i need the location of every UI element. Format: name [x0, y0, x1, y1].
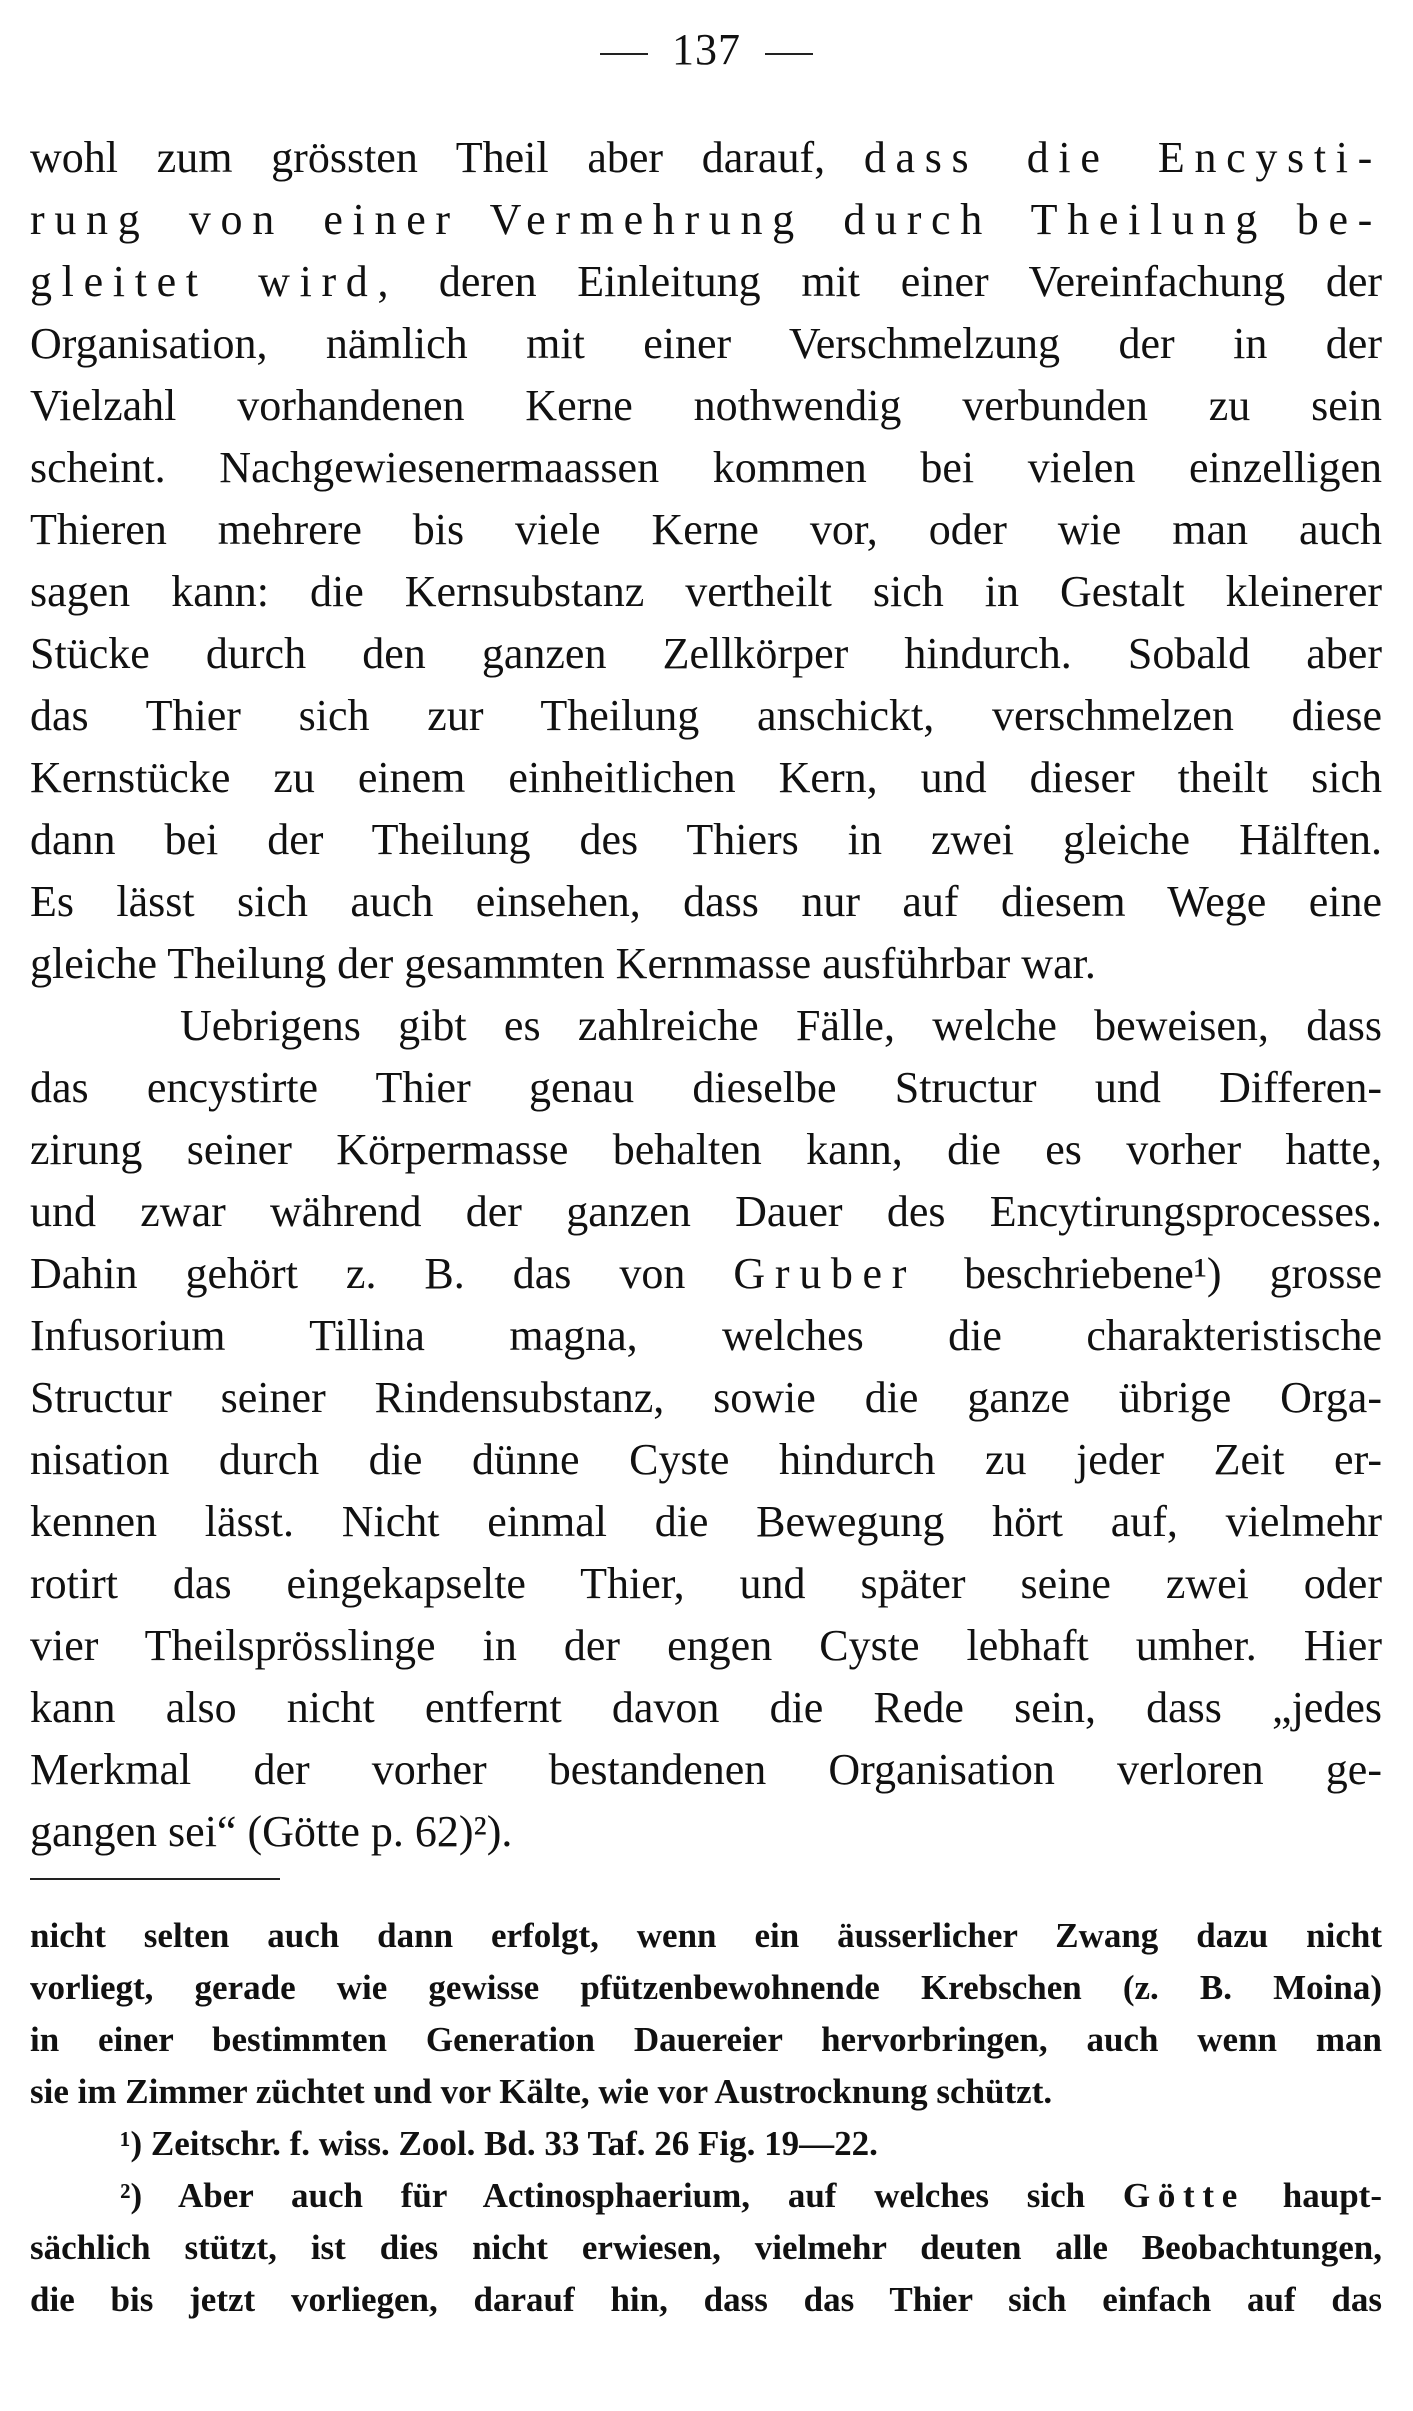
- footnote-line: ²) Aber auch für Actinosphaerium, auf welches sich Götte haupt-: [120, 2176, 1382, 2215]
- body-line: Es lässt sich auch einsehen, dass nur auf diesem Wege eine: [30, 877, 1382, 926]
- body-line: nisation durch die dünne Cyste hindurch zu jeder Zeit er-: [30, 1435, 1382, 1484]
- footnote-line: die bis jetzt vorliegen, darauf hin, dass das Thier sich einfach auf das: [30, 2280, 1382, 2319]
- body-line: Vielzahl vorhandenen Kerne nothwendig verbunden zu sein: [30, 381, 1382, 430]
- body-line: das Thier sich zur Theilung anschickt, verschmelzen diese: [30, 691, 1382, 740]
- spaced-emphasis: rung von einer: [30, 195, 460, 244]
- body-line: vier Theilsprösslinge in der engen Cyste lebhaft umher. Hier: [30, 1621, 1382, 1670]
- body-line: Organisation, nämlich mit einer Verschmelzung der in der: [30, 319, 1382, 368]
- body-line: gleitet wird, deren Einleitung mit einer Vereinfachung der: [30, 257, 1383, 306]
- page-header: [0, 24, 1413, 75]
- footnote-line: vorliegt, gerade wie gewisse pfützenbewohnende Krebschen (z. B. Moina): [30, 1968, 1382, 2007]
- body-line: zirung seiner Körpermasse behalten kann, die es vorher hatte,: [30, 1125, 1382, 1174]
- body-line: Kernstücke zu einem einheitlichen Kern, und dieser theilt sich: [30, 753, 1382, 802]
- body-line: Dahin gehört z. B. das von Gruber beschriebene¹) grosse: [30, 1249, 1383, 1298]
- body-line: gangen sei“ (Götte p. 62)²).: [30, 1807, 513, 1856]
- body-line: wohl zum grössten Theil aber darauf, dass die Encysti-: [30, 133, 1382, 182]
- footnote-line: sächlich stützt, ist dies nicht erwiesen, vielmehr deuten alle Beobachtungen,: [30, 2228, 1382, 2267]
- footnote-line: in einer bestimmten Generation Dauereier hervorbringen, auch wenn man: [30, 2020, 1382, 2059]
- body-line: das encystirte Thier genau dieselbe Structur und Differen-: [30, 1063, 1382, 1112]
- footnote-line: nicht selten auch dann erfolgt, wenn ein äusserlicher Zwang dazu nicht: [30, 1916, 1382, 1955]
- body-line: Infusorium Tillina magna, welches die charakteristische: [30, 1311, 1382, 1360]
- body-line: rotirt das eingekapselte Thier, und später seine zwei oder: [30, 1559, 1382, 1608]
- body-line: und zwar während der ganzen Dauer des Encytirungsprocesses.: [30, 1187, 1382, 1236]
- spaced-emphasis: Gruber: [733, 1249, 917, 1298]
- header-dash-right: [765, 53, 813, 55]
- body-line: kennen lässt. Nicht einmal die Bewegung hört auf, vielmehr: [30, 1497, 1382, 1546]
- body-line: Structur seiner Rindensubstanz, sowie die ganze übrige Orga-: [30, 1373, 1382, 1422]
- spaced-emphasis: gleitet wird,: [30, 257, 399, 306]
- page-number: 137: [672, 25, 741, 74]
- spaced-emphasis: Vermehrung durch Theilung: [489, 195, 1267, 244]
- body-line: Merkmal der vorher bestandenen Organisation verloren ge-: [30, 1745, 1382, 1794]
- body-line: scheint. Nachgewiesenermaassen kommen bei vielen einzelligen: [30, 443, 1382, 492]
- body-line: Uebrigens gibt es zahlreiche Fälle, welche beweisen, dass: [180, 1001, 1382, 1050]
- body-line: rung von einer Vermehrung durch Theilung be-: [30, 195, 1383, 244]
- body-line: Thieren mehrere bis viele Kerne vor, oder wie man auch: [30, 505, 1382, 554]
- body-line: kann also nicht entfernt davon die Rede sein, dass „jedes: [30, 1683, 1382, 1732]
- body-line: gleiche Theilung der gesammten Kernmasse ausführbar war.: [30, 939, 1096, 988]
- footnote-separator: [30, 1878, 280, 1880]
- body-line: Stücke durch den ganzen Zellkörper hindurch. Sobald aber: [30, 629, 1382, 678]
- spaced-emphasis: Götte: [1122, 2176, 1245, 2215]
- header-dash-left: [600, 53, 648, 55]
- footnote-line: sie im Zimmer züchtet und vor Kälte, wie vor Austrocknung schützt.: [30, 2072, 1053, 2111]
- body-line: dann bei der Theilung des Thiers in zwei gleiche Hälften.: [30, 815, 1382, 864]
- body-line: sagen kann: die Kernsubstanz vertheilt sich in Gestalt kleinerer: [30, 567, 1382, 616]
- spaced-emphasis: dass die Encysti-: [863, 133, 1382, 182]
- footnote-line: ¹) Zeitschr. f. wiss. Zool. Bd. 33 Taf. 26 Fig. 19—22.: [120, 2124, 878, 2163]
